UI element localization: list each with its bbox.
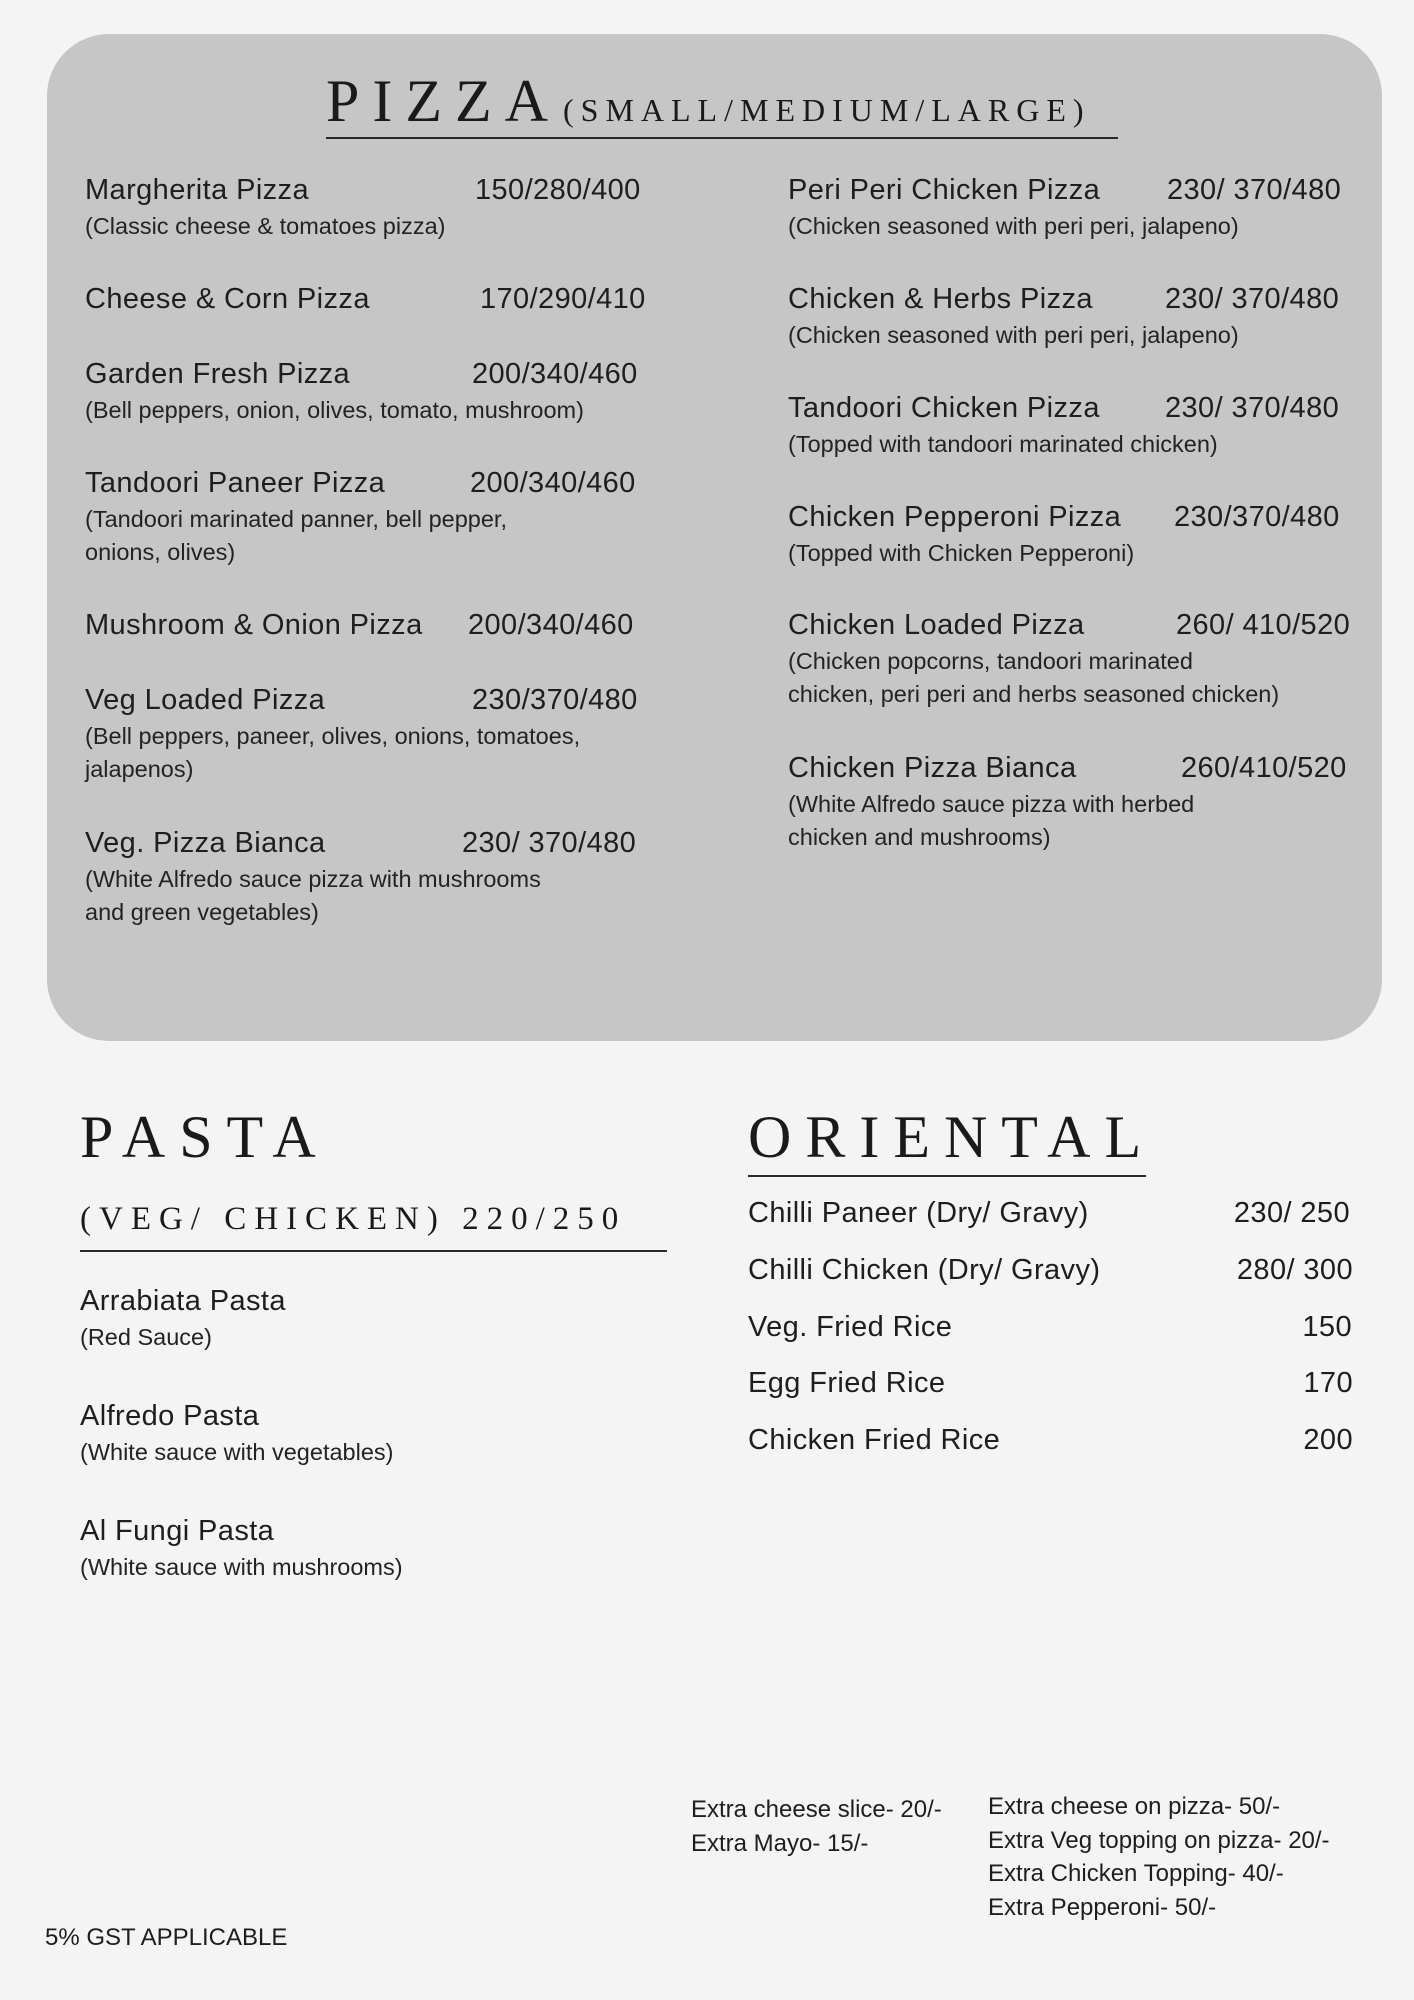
pizza-title-underline: [326, 137, 1118, 139]
item-description-line: (White Alfredo sauce pizza with herbed: [788, 791, 1195, 817]
item-name: Chilli Paneer (Dry/ Gravy): [748, 1197, 1089, 1229]
item-price: 280/ 300: [1236, 1254, 1353, 1286]
item-description: [85, 863, 685, 929]
item-name: Al Fungi Pasta: [80, 1515, 275, 1547]
menu-item-al-fungi-pasta: [80, 1514, 680, 1584]
item-name: Veg. Pizza Bianca: [85, 827, 326, 859]
item-description-line: chicken, peri peri and herbs seasoned chicken): [788, 681, 1280, 707]
item-description: [788, 788, 1388, 854]
item-description-line: and green vegetables): [85, 899, 319, 925]
menu-item-veg-loaded: [85, 683, 685, 786]
menu-item-arrabiata-pasta: [80, 1284, 680, 1354]
pasta-subtitle-underline: [80, 1250, 667, 1252]
item-description-line: chicken and mushrooms): [788, 824, 1051, 850]
item-price: 200: [1303, 1424, 1353, 1456]
item-description: (Topped with tandoori marinated chicken): [788, 431, 1218, 457]
gst-note: 5% GST APPLICABLE: [45, 1924, 288, 1951]
item-name: Chicken Pizza Bianca: [788, 752, 1077, 784]
menu-item-chicken-pizza-bianca: [788, 751, 1388, 854]
item-name: Peri Peri Chicken Pizza: [788, 174, 1101, 206]
item-name: Cheese & Corn Pizza: [85, 283, 370, 315]
item-name: Chicken & Herbs Pizza: [788, 283, 1093, 315]
menu-item-veg-fried-rice: [748, 1309, 1355, 1345]
item-price: 230/ 370/480: [462, 827, 637, 859]
menu-item-peri-peri-chicken: [788, 173, 1388, 243]
pasta-subtitle: (VEG/ CHICKEN) 220/250: [80, 1201, 627, 1237]
menu-item-chilli-paneer: [748, 1195, 1355, 1231]
item-description: (White sauce with vegetables): [80, 1439, 394, 1465]
item-price: 150/280/400: [475, 174, 641, 206]
menu-item-chicken-pepperoni: [788, 500, 1388, 570]
item-name: Veg. Fried Rice: [748, 1311, 953, 1343]
item-price: 260/410/520: [1181, 752, 1347, 784]
item-description-line: jalapenos): [85, 756, 194, 782]
item-name: Tandoori Paneer Pizza: [85, 467, 386, 499]
item-description: (Chicken seasoned with peri peri, jalapeno): [788, 213, 1239, 239]
item-price: 260/ 410/520: [1176, 609, 1351, 641]
item-price: 230/ 250: [1233, 1197, 1350, 1229]
item-description: (Chicken seasoned with peri peri, jalapeno): [788, 322, 1239, 348]
item-description-line: (Bell peppers, paneer, olives, onions, tomatoes,: [85, 723, 581, 749]
pizza-title: PIZZA: [326, 68, 561, 134]
extras-list-right: [988, 1790, 1330, 1924]
item-price: 170: [1303, 1367, 1353, 1399]
menu-item-veg-pizza-bianca: [85, 826, 685, 929]
item-name: Chicken Pepperoni Pizza: [788, 501, 1122, 533]
menu-item-cheese-corn: [85, 282, 685, 316]
item-price: 150: [1302, 1311, 1352, 1343]
item-name: Veg Loaded Pizza: [85, 684, 326, 716]
menu-item-egg-fried-rice: [748, 1365, 1355, 1401]
item-description-line: (Tandoori marinated panner, bell pepper,: [85, 506, 507, 532]
menu-item-chilli-chicken: [748, 1252, 1355, 1288]
menu-item-mushroom-onion: [85, 608, 685, 642]
menu-item-margherita: [85, 173, 685, 243]
item-price: 200/340/460: [468, 609, 634, 641]
item-price: 200/340/460: [470, 467, 636, 499]
item-name: Mushroom & Onion Pizza: [85, 609, 423, 641]
pasta-title: PASTA: [80, 1104, 330, 1170]
extra-item: Extra Veg topping on pizza- 20/-: [988, 1826, 1330, 1854]
item-price: 230/ 370/480: [1165, 283, 1340, 315]
oriental-title: ORIENTAL: [748, 1104, 1156, 1170]
item-description-line: (White Alfredo sauce pizza with mushrooms: [85, 866, 541, 892]
item-description: [85, 720, 685, 786]
extra-item: Extra Pepperoni- 50/-: [988, 1893, 1217, 1921]
extra-item: Extra cheese slice- 20/-: [691, 1796, 942, 1823]
item-description: (Topped with Chicken Pepperoni): [788, 540, 1135, 566]
item-price: 230/ 370/480: [1165, 392, 1340, 424]
item-description: [85, 503, 685, 569]
item-price: 230/370/480: [1174, 501, 1340, 533]
extra-item: Extra Mayo- 15/-: [691, 1829, 869, 1857]
item-description: (Bell peppers, onion, olives, tomato, mushroom): [85, 397, 584, 423]
item-name: Tandoori Chicken Pizza: [788, 392, 1100, 424]
oriental-title-underline: [748, 1175, 1146, 1177]
item-description: (Classic cheese & tomatoes pizza): [85, 213, 446, 239]
item-name: Chilli Chicken (Dry/ Gravy): [748, 1254, 1101, 1286]
item-name: Arrabiata Pasta: [80, 1285, 286, 1317]
item-price: 230/370/480: [472, 684, 638, 716]
item-name: Alfredo Pasta: [80, 1400, 260, 1432]
item-description-line: (Chicken popcorns, tandoori marinated: [788, 648, 1193, 674]
item-description: (Red Sauce): [80, 1324, 212, 1350]
menu-item-chicken-loaded: [788, 608, 1388, 711]
extras-list-left: [691, 1793, 942, 1860]
item-description-line: onions, olives): [85, 539, 236, 565]
item-name: Margherita Pizza: [85, 174, 309, 206]
menu-item-tandoori-paneer: [85, 466, 685, 569]
menu-item-chicken-herbs: [788, 282, 1388, 352]
item-price: 230/ 370/480: [1167, 174, 1342, 206]
menu-item-alfredo-pasta: [80, 1399, 680, 1469]
extra-item: Extra cheese on pizza- 50/-: [988, 1793, 1281, 1820]
item-name: Chicken Loaded Pizza: [788, 609, 1085, 641]
item-name: Egg Fried Rice: [748, 1367, 946, 1399]
item-price: 170/290/410: [480, 283, 646, 315]
item-name: Chicken Fried Rice: [748, 1424, 1001, 1456]
extra-item: Extra Chicken Topping- 40/-: [988, 1860, 1284, 1887]
pizza-heading: [326, 68, 1118, 140]
menu-item-tandoori-chicken: [788, 391, 1388, 461]
item-description: (White sauce with mushrooms): [80, 1554, 403, 1580]
pizza-sizes-label: (SMALL/MEDIUM/LARGE): [562, 92, 1091, 128]
menu-item-chicken-fried-rice: [748, 1422, 1355, 1458]
menu-item-garden-fresh: [85, 357, 685, 427]
item-price: 200/340/460: [472, 358, 638, 390]
item-name: Garden Fresh Pizza: [85, 358, 351, 390]
item-description: [788, 645, 1388, 711]
